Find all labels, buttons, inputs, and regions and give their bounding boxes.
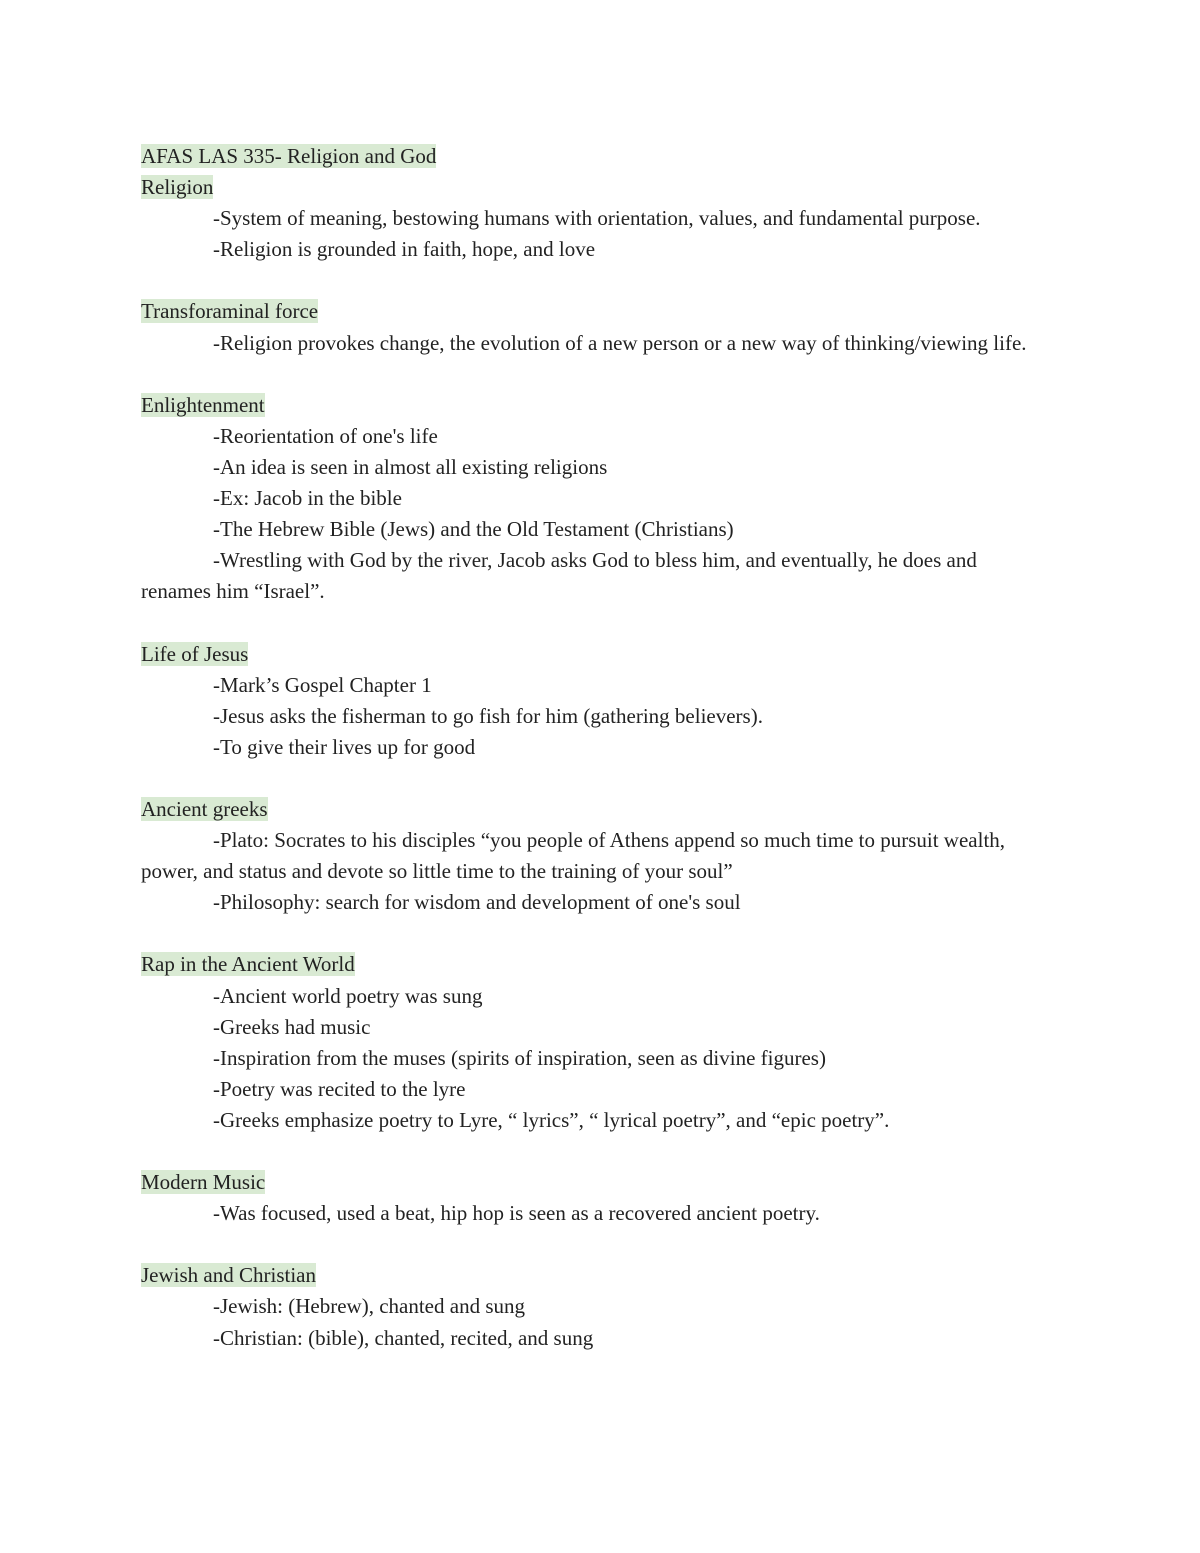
section-heading: Transforaminal force [141, 299, 319, 324]
note-item: -Religion is grounded in faith, hope, and love [213, 237, 596, 262]
note-item: -Mark’s Gospel Chapter 1 [213, 672, 432, 697]
note-item: -To give their lives up for good [213, 734, 476, 759]
note-item: -Greeks had music [213, 1014, 371, 1039]
section-heading: Life of Jesus [141, 641, 249, 666]
section-enlightenment [141, 390, 1041, 608]
section-ancient-greeks [141, 794, 1041, 918]
note-item: -The Hebrew Bible (Jews) and the Old Testament (Christians) [213, 517, 734, 542]
section-heading: Rap in the Ancient World [141, 952, 355, 977]
section-religion [141, 172, 1041, 265]
note-item: -Religion provokes change, the evolution of a new person or a new way of thinking/viewing life. [213, 330, 1027, 355]
note-item: -System of meaning, bestowing humans with orientation, values, and fundamental purpose. [213, 206, 981, 231]
section-heading: Religion [141, 175, 214, 200]
section-modern-music [141, 1167, 1041, 1229]
note-item: -Inspiration from the muses (spirits of inspiration, seen as divine figures) [213, 1045, 826, 1070]
section-heading: Enlightenment [141, 392, 265, 417]
document-body [141, 141, 1041, 1385]
section-jewish-and-christian [141, 1260, 1041, 1353]
section-rap-in-the-ancient-world [141, 949, 1041, 1136]
note-item: -Jewish: (Hebrew), chanted and sung [213, 1294, 525, 1319]
note-item: -Poetry was recited to the lyre [213, 1076, 466, 1101]
note-item: -Jesus asks the fisherman to go fish for him (gathering believers). [213, 703, 763, 728]
section-heading: Jewish and Christian [141, 1263, 316, 1288]
section-heading: Ancient greeks [141, 796, 268, 821]
note-item: -Philosophy: search for wisdom and development of one's soul [213, 890, 741, 915]
note-item: -Was focused, used a beat, hip hop is seen as a recovered ancient poetry. [213, 1201, 820, 1226]
note-item: -Greeks emphasize poetry to Lyre, “ lyrics”, “ lyrical poetry”, and “epic poetry”. [213, 1107, 890, 1132]
note-item: -An idea is seen in almost all existing religions [213, 454, 608, 479]
note-item: -Ex: Jacob in the bible [213, 486, 402, 511]
document-title-line [141, 141, 1041, 172]
note-item: -Ancient world poetry was sung [213, 983, 483, 1008]
section-life-of-jesus [141, 639, 1041, 763]
document-title: AFAS LAS 335- Religion and God [141, 144, 437, 168]
note-item: -Plato: Socrates to his disciples “you people of Athens append so much time to pursuit wealth, power, and status and devote so little time to the training of your soul” [141, 828, 1006, 884]
note-item: -Christian: (bible), chanted, recited, and sung [213, 1325, 594, 1350]
note-item: -Reorientation of one's life [213, 423, 438, 448]
section-heading: Modern Music [141, 1170, 266, 1195]
note-item: -Wrestling with God by the river, Jacob asks God to bless him, and eventually, he does and renames him “Israel”. [141, 548, 977, 604]
section-transforaminal-force [141, 296, 1041, 358]
